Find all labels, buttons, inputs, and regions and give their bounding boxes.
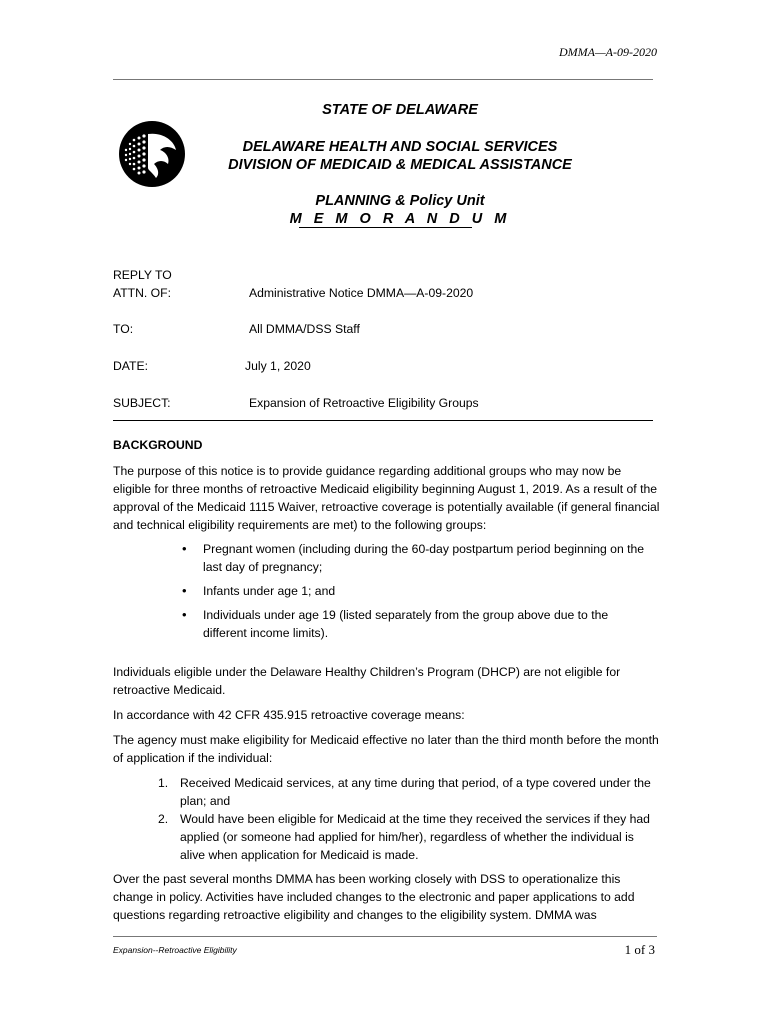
date-value: July 1, 2020 [245, 359, 311, 373]
list-item: • Pregnant women (including during the 60-day postpartum period beginning on the last day of pregnancy; [180, 540, 650, 576]
list-number: 1. [158, 776, 169, 790]
subject-label: SUBJECT: [113, 396, 171, 410]
reply-to-label [113, 266, 172, 302]
list-item-text: Received Medicaid services, at any time during that period, of a type covered under the plan; and [180, 776, 651, 808]
paragraph-agency: The agency must make eligibility for Medicaid effective no later than the third month before the month of application if the individual: [113, 733, 659, 765]
page-number: 1 of 3 [624, 942, 655, 957]
department-heading: DELAWARE HEALTH AND SOCIAL SERVICES [242, 139, 558, 155]
list-item-text: Would have been eligible for Medicaid at the time they received the services if they had applied (or someone had applied for him/her), regardless of whether the individual is alive when application for Medicaid is made. [180, 812, 650, 862]
conditions-list [158, 774, 658, 864]
section-title-background: BACKGROUND [113, 438, 203, 452]
reply-to-value: Administrative Notice DMMA—A-09-2020 [249, 286, 474, 300]
paragraph-cfr: In accordance with 42 CFR 435.915 retroactive coverage means: [113, 708, 465, 722]
subject-value: Expansion of Retroactive Eligibility Groups [249, 396, 479, 410]
footer-title: Expansion--Retroactive Eligibility [113, 945, 237, 955]
date-label: DATE: [113, 359, 148, 373]
division-heading: DIVISION OF MEDICAID & MEDICAL ASSISTANCE [228, 157, 572, 173]
to-value: All DMMA/DSS Staff [249, 322, 360, 336]
paragraph-operationalize: Over the past several months DMMA has been working closely with DSS to operationalize this change in policy. Activities have included changes to the electronic and paper applications to add questions regarding retroactive eligibility and changes to the eligibility system. DMMA was [113, 872, 635, 922]
top-rule [113, 79, 653, 80]
header-separator [113, 420, 653, 421]
list-item [158, 774, 658, 810]
memorandum-heading: M E M O R A N D U M [289, 211, 511, 227]
reply-to-label-line2: ATTN. OF: [113, 286, 171, 300]
list-item: • Individuals under age 19 (listed separately from the group above due to the different income limits). [180, 606, 650, 642]
document-id: DMMA—A-09-2020 [559, 45, 657, 59]
memorandum-underline [299, 227, 472, 228]
list-number: 2. [158, 812, 169, 826]
list-item: • Infants under age 1; and [180, 582, 650, 600]
footer-rule [113, 936, 657, 937]
reply-to-label-line1: REPLY TO [113, 268, 172, 282]
paragraph-dhcp: Individuals eligible under the Delaware Healthy Children’s Program (DHCP) are not eligible for retroactive Medicaid. [113, 665, 621, 697]
paragraph-purpose: The purpose of this notice is to provide guidance regarding additional groups who may now be eligible for three months of retroactive Medicaid eligibility beginning August 1, 2019. As a result of the approval of the Medicaid 1115 Waiver, retroactive coverage is potentially available (if general financial and technical eligibility requirements are met) to the following groups: [113, 464, 660, 532]
list-item [158, 810, 658, 864]
eligible-groups-list [180, 540, 650, 648]
to-label: TO: [113, 322, 134, 336]
state-heading: STATE OF DELAWARE [322, 102, 478, 118]
unit-heading: PLANNING & Policy Unit [315, 193, 485, 209]
